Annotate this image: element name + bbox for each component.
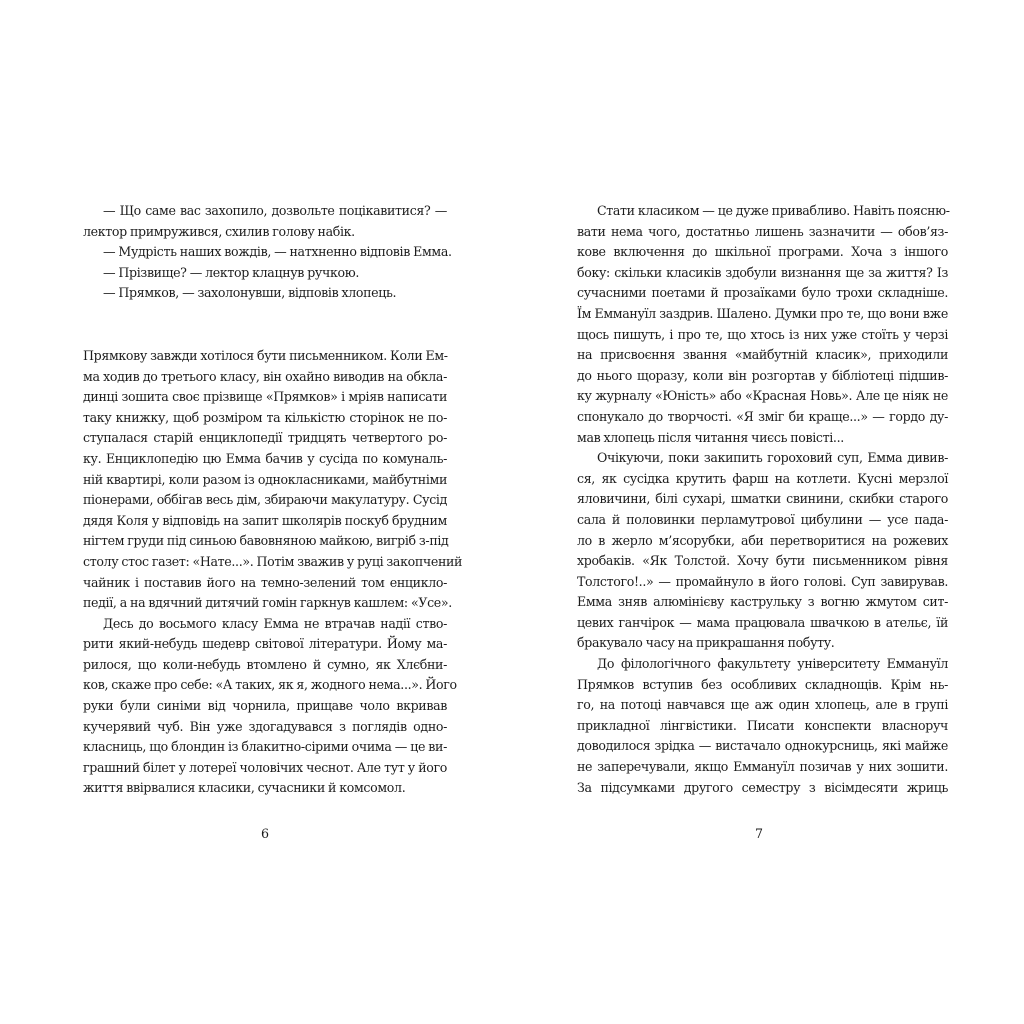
text-line: — Що саме вас захопило, дозвольте поцікавитися? — [103, 203, 447, 218]
text-line: доводилося зрідка — вистачало однокурсниць, які майже [577, 738, 948, 754]
page-number: 6 [260, 826, 269, 841]
text-line: ступалася старій енциклопедії тридцять четвертого ро- [83, 430, 447, 446]
text-line: Стати класиком — це дуже привабливо. Навіть поясню- [597, 203, 950, 218]
text-line: Толстого!..» — промайнуло в його голові. Суп завирував. [577, 573, 948, 589]
text-line: ма ходив до третього класу, він охайно виводив на обкла- [83, 368, 447, 384]
text-line: го, на потоці навчався ще аж один хлопець, але в групі [577, 697, 948, 713]
text-line: руки були синіми від чорнила, прищаве чоло вкривав [83, 698, 447, 714]
text-line: кове включення до шкільної програми. Хоча з іншого [577, 244, 948, 260]
text-line: Їм Еммануїл заздрив. Шалено. Думки про те, що вони вже [577, 305, 948, 321]
text-line: — Мудрість наших вождів, — натхненно відповів Емма. [103, 244, 452, 260]
text-line: таку книжку, щоб розміром та кількістю сторінок не по- [83, 409, 447, 425]
text-line: ку журналу «Юність» або «Красная Новь». Але це ніяк не [577, 388, 948, 404]
text-line: — Прізвище? — лектор клацнув ручкою. [103, 264, 359, 280]
text-line: прикладної лінгвістики. Писати конспекти власноруч [577, 717, 948, 733]
text-line: вати нема чого, достатньо лишень зазначити — обов’яз- [577, 223, 948, 239]
text-line: не заперечували, якщо Еммануїл позичав у них зошити. [577, 759, 948, 775]
text-line: До філологічного факультету університету Еммануїл [597, 656, 948, 672]
text-line: нігтем груди під синьою бавовняною майкою, вигріб з-під [83, 533, 449, 549]
text-line: чайник і поставив його на темно-зелений том енцикло- [83, 574, 447, 590]
text-line: За підсумками другого семестру з вісімдесяти жриць [577, 779, 948, 795]
text-line: сучасними поетами й прозаїками було трохи складніше. [577, 285, 948, 301]
section-break [83, 304, 447, 346]
text-line: столу стос газет: «Нате...». Потім зважив у руці закопчений [83, 553, 463, 569]
text-line: життя ввірвалися класики, сучасники й комсомол. [83, 780, 406, 796]
text-line: Прямков вступив без особливих складнощів. Крім нь- [577, 676, 948, 692]
text-line: дядя Коля у відповідь на запит школярів поскуб брудним [83, 512, 447, 528]
text-line: грашний білет у лотереї чоловічих чеснот. Але тут у його [83, 759, 447, 775]
text-line: яловичини, білі сухарі, шматки свинини, скибки старого [577, 491, 948, 507]
text-line: Десь до восьмого класу Емма не втрачав надії ство- [103, 615, 447, 631]
text-line: класниць, що блондин із блакитно-сірими очима — це ви- [83, 739, 447, 755]
text-line: ку. Енциклопедію цю Емма бачив у сусіда по комуналь- [83, 450, 447, 466]
text-line: ков, скаже про себе: «А таких, як я, жодного нема...». Його [83, 677, 457, 693]
text-line: динці зошита своє прізвище «Прямков» і мріяв написати [83, 389, 447, 405]
left-page-text [83, 201, 463, 799]
text-line: спонукало до творчості. «Я зміг би краще...» — гордо ду- [577, 408, 948, 424]
right-page-text [577, 201, 948, 798]
page-number: 7 [754, 826, 763, 841]
text-line: до нього щоразу, коли він розгортав у бібліотеці підшив- [577, 367, 948, 383]
right-page [512, 0, 1024, 1024]
text-line: цевих ганчірок — мама працювала швачкою в ательє, їй [577, 614, 948, 630]
text-line: піонерами, оббігав весь дім, збираючи макулатуру. Сусід [83, 492, 447, 508]
text-line: Очікуючи, поки закипить гороховий суп, Емма дивив- [597, 450, 948, 466]
text-line: Емма зняв алюмінієву каструльку з вогню жмутом сит- [577, 594, 948, 610]
text-line: кучерявий чуб. Він уже здогадувався з поглядів одно- [83, 718, 447, 734]
text-line: сала й половинки перламутрової цибулини — усе пада- [577, 511, 948, 527]
text-line: бракувало часу на прикрашання побуту. [577, 635, 835, 651]
text-line: рилося, що коли-небудь втомлено й сумно, як Хлєбни- [83, 656, 447, 672]
text-line: — Прямков, — захолонувши, відповів хлопець. [103, 285, 397, 301]
text-line: боку: скільки класиків здобули визнання ще за життя? Із [577, 264, 948, 280]
text-line: щось пишуть, і про те, що хтось із них уже стоїть у черзі [577, 326, 948, 342]
text-line: мав хлопець після читання чиєсь повісті... [577, 429, 844, 445]
text-line: на присвоєння звання «майбутній класик», приходили [577, 347, 948, 363]
text-line: ло в жерло м’ясорубки, аби перетворитися на рожевих [577, 532, 948, 548]
text-line: лектор примружився, схилив голову набік. [83, 223, 355, 239]
text-line: рити який-небудь шедевр світової літератури. Йому ма- [83, 636, 447, 652]
text-line: педії, а на вдячний дитячий гомін гаркнув кашлем: «Усе». [83, 595, 452, 611]
text-line: хробаків. «Як Толстой. Хочу бути письменником рівня [577, 553, 948, 569]
text-line: ся, як сусідка крутить фарш на котлети. Кусні мерзлої [577, 470, 948, 486]
text-line: Прямкову завжди хотілося бути письменником. Коли Ем- [83, 347, 448, 363]
text-line: ній квартирі, коли разом із однокласниками, майбутніми [83, 471, 447, 487]
